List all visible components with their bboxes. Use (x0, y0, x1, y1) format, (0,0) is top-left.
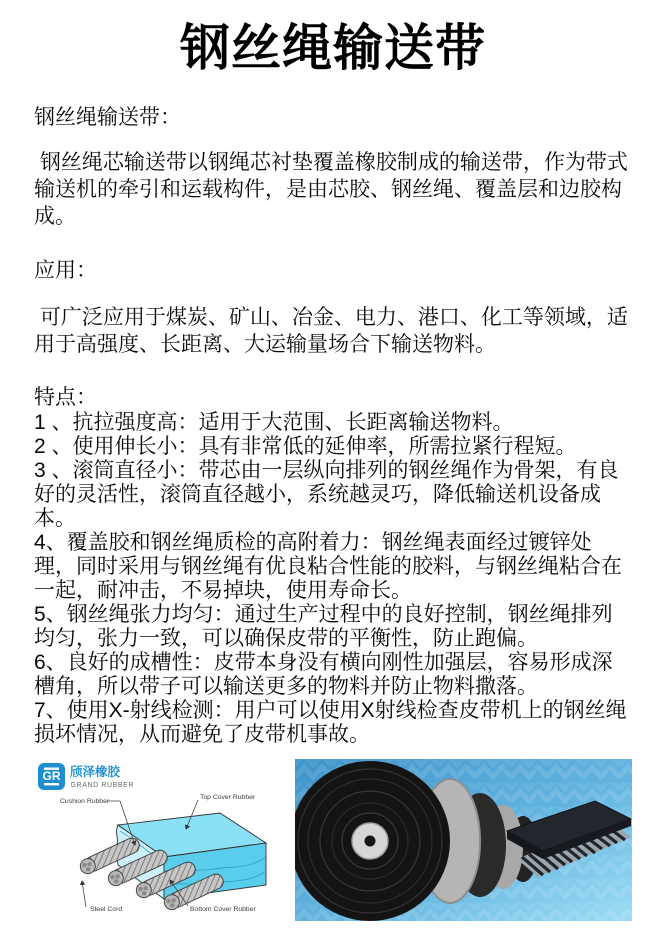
feature-item: 6、良好的成槽性：皮带本身没有横向刚性加强层，容易形成深槽角，所以带子可以输送更多的物料并防止物料撒落。 (34, 651, 613, 698)
steel-cord-label: Steel Cord (90, 906, 123, 913)
logo-name-en: GRAND RUBBER (70, 782, 135, 789)
page-title: 钢丝绳输送带 (180, 20, 486, 76)
belt-cross-section-illustration (34, 759, 288, 921)
company-logo (38, 763, 134, 790)
lead-label: 钢丝绳输送带： (34, 106, 181, 129)
intro-paragraph: 钢丝绳芯输送带以钢绳芯衬垫覆盖橡胶制成的输送带，作为带式输送机的牵引和运载构件，是由芯胶、钢丝绳、覆盖层和边胶构成。 (34, 151, 628, 228)
application-heading: 应用： (34, 259, 97, 282)
top-cover-rubber-label: Top Cover Rubber (200, 794, 256, 801)
figure-row (0, 759, 666, 921)
feature-item: 7、使用X-射线检测：用户可以使用X射线检查皮带机上的钢丝绳损坏情况，从而避免了皮带机事故。 (34, 699, 627, 746)
logo-name-cn: 颀泽橡胶 (70, 765, 121, 779)
article-body (0, 104, 666, 747)
feature-item: 5、钢丝绳张力均匀：通过生产过程中的良好控制，钢丝绳排列均匀，张力一致，可以确保皮带的平衡性，防止跑偏。 (34, 603, 613, 650)
feature-item: 1 、抗拉强度高：适用于大范围、长距离输送物料。 (34, 411, 514, 434)
features-heading: 特点： (34, 386, 97, 409)
svg-text:GR: GR (42, 769, 61, 783)
feature-item: 3 、滚筒直径小：带芯由一层纵向排列的钢丝绳作为骨架，有良好的灵活性，滚筒直径越小，系统越灵巧，降低输送机设备成本。 (34, 459, 619, 530)
features-list (34, 411, 632, 747)
cushion-rubber-label: Cushion Rubber (60, 798, 110, 805)
gr-monogram-icon (38, 763, 65, 790)
bottom-cover-rubber-label: Bottom Cover Rubber (190, 906, 256, 913)
feature-item: 4、覆盖胶和钢丝绳质检的高附着力：钢丝绳表面经过镀锌处理，同时采用与钢丝绳有优良粘合性能的胶料，与钢丝绳粘合在一起，耐冲击，不易掉块，使用寿命长。 (34, 531, 622, 602)
feature-item: 2 、使用伸长小：具有非常低的延伸率，所需拉紧行程短。 (34, 435, 577, 458)
application-paragraph: 可广泛应用于煤炭、矿山、冶金、电力、港口、化工等领域，适用于高强度、长距离、大运输量场合下输送物料。 (34, 306, 628, 356)
belt-photo-illustration (295, 759, 632, 921)
